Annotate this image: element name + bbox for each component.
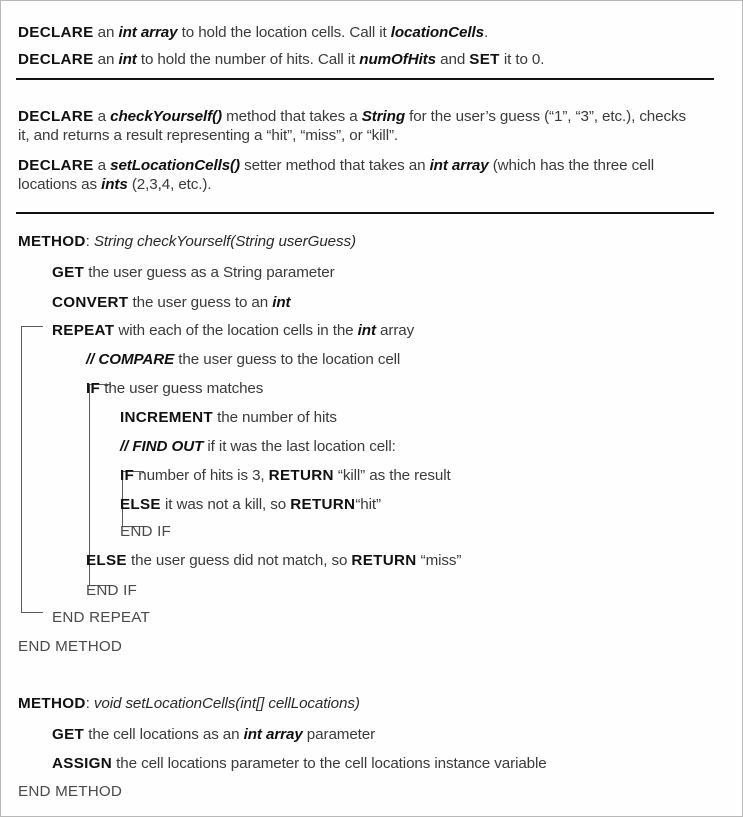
pseudocode-line-declare-num-of-hits — [18, 50, 544, 69]
token-plain: a — [93, 157, 111, 174]
token-plain: : — [85, 233, 94, 250]
repeat-loop-bracket — [21, 326, 43, 613]
token-plain: method that takes a — [222, 108, 362, 125]
token-kw: CONVERT — [52, 294, 129, 311]
token-plain: to hold the number of hits. Call it — [136, 51, 360, 68]
pseudocode-line-end-method-check-yourself — [18, 637, 122, 656]
pseudocode-line-declare-check-yourself — [18, 107, 690, 145]
token-kw: ELSE — [120, 496, 161, 513]
token-plain: the user guess to an — [128, 294, 273, 311]
token-plain: if it was the last location cell: — [203, 438, 396, 455]
pseudocode-line-end-if-inner — [120, 522, 171, 541]
pseudocode-line-if-hits-is-three — [120, 466, 451, 485]
token-plain: “kill” as the result — [333, 467, 451, 484]
token-kw: RETURN — [351, 552, 417, 569]
token-kw: INCREMENT — [120, 409, 213, 426]
token-kw: METHOD — [18, 233, 86, 250]
pseudocode-line-declare-set-location-cells — [18, 156, 690, 194]
token-kw: DECLARE — [18, 157, 94, 174]
token-plain: to hold the location cells. Call it — [177, 24, 391, 41]
token-kwit: // COMPARE — [86, 351, 175, 368]
token-kw: GET — [52, 264, 85, 281]
token-kw: IF — [120, 467, 135, 484]
token-kw: ELSE — [86, 552, 127, 569]
token-endkw: END METHOD — [18, 638, 123, 655]
token-plain: “miss” — [416, 552, 462, 569]
token-plain: a — [93, 108, 111, 125]
token-plain: the user guess matches — [100, 380, 264, 397]
pseudocode-line-method-set-location-cells — [18, 694, 360, 713]
token-plain: parameter — [302, 726, 376, 743]
pseudocode-line-convert-user-guess — [52, 293, 291, 312]
pseudocode-line-end-method-set-location-cells — [18, 782, 122, 801]
token-plain: “hit” — [355, 496, 381, 513]
token-kwit: numOfHits — [359, 51, 436, 68]
token-kwit: int array — [429, 157, 489, 174]
pseudocode-line-comment-find-out — [120, 437, 396, 456]
token-kwit: // FIND OUT — [120, 438, 204, 455]
token-kwit: int — [272, 294, 291, 311]
token-kw: RETURN — [290, 496, 356, 513]
token-plain: and — [436, 51, 470, 68]
token-kw: DECLARE — [18, 108, 94, 125]
token-plain: : — [85, 695, 94, 712]
token-kw: REPEAT — [52, 322, 115, 339]
token-kwit: int — [118, 51, 137, 68]
token-plain: an — [93, 51, 119, 68]
token-kw: SET — [469, 51, 500, 68]
token-kwit: ints — [101, 176, 128, 193]
token-plain: array — [375, 322, 415, 339]
token-kwit: int array — [118, 24, 178, 41]
pseudocode-line-else-return-miss — [86, 551, 461, 570]
rule-after-method-declarations — [16, 212, 714, 214]
pseudocode-line-repeat-location-cells — [52, 321, 414, 340]
rule-after-instance-variables — [16, 78, 714, 80]
pseudocode-line-method-check-yourself — [18, 232, 356, 251]
token-kw: RETURN — [268, 467, 334, 484]
token-plain: an — [93, 24, 119, 41]
token-plain: the user guess as a String parameter — [84, 264, 335, 281]
token-endkw: END REPEAT — [52, 609, 150, 626]
token-plain: number of hits is 3, — [134, 467, 269, 484]
pseudocode-line-assign-cell-locations — [52, 754, 547, 773]
token-kwit: locationCells — [390, 24, 484, 41]
token-plain: for the user’s guess (“1”, “3”, etc.), checks it, and returns a result representing a “hit”, “miss”, or “kill”. — [18, 108, 686, 144]
pseudocode-line-end-repeat — [52, 608, 150, 627]
token-plain: . — [484, 24, 489, 41]
token-plain: with each of the location cells in the — [114, 322, 358, 339]
token-plain: (which has the three cell locations as — [18, 157, 654, 193]
pseudocode-line-declare-location-cells — [18, 23, 488, 42]
token-plain: the user guess did not match, so — [126, 552, 352, 569]
pseudocode-line-else-return-hit — [120, 495, 381, 514]
token-plain: the cell locations parameter to the cell locations instance variable — [112, 755, 547, 772]
pseudocode-line-increment-hits — [120, 408, 337, 427]
token-endkw: END IF — [120, 523, 171, 540]
token-endkw: END IF — [86, 582, 137, 599]
pseudocode-line-comment-compare — [86, 350, 400, 369]
token-plain: (2,3,4, etc.). — [127, 176, 212, 193]
token-plain: it was not a kill, so — [160, 496, 291, 513]
pseudocode-line-end-if-outer — [86, 581, 137, 600]
token-kwit: String — [361, 108, 406, 125]
pseudocode-listing — [1, 1, 743, 817]
token-plain: the cell locations as an — [84, 726, 244, 743]
token-kwit: setLocationCells() — [110, 157, 240, 174]
token-plain: the user guess to the location cell — [174, 351, 401, 368]
token-kw: METHOD — [18, 695, 86, 712]
token-kw: GET — [52, 726, 85, 743]
token-kwit: int array — [243, 726, 303, 743]
token-plain: the number of hits — [212, 409, 337, 426]
token-plain: it to 0. — [499, 51, 545, 68]
token-it: String checkYourself(String userGuess) — [93, 233, 356, 250]
token-it: void setLocationCells(int[] cellLocations) — [93, 695, 360, 712]
pseudocode-line-if-user-guess-matches — [86, 379, 263, 398]
token-kwit: checkYourself() — [110, 108, 222, 125]
token-plain: setter method that takes an — [239, 157, 430, 174]
token-endkw: END METHOD — [18, 783, 123, 800]
pseudocode-line-get-cell-locations — [52, 725, 375, 744]
token-kw: IF — [86, 380, 101, 397]
token-kw: DECLARE — [18, 24, 94, 41]
pseudocode-line-get-user-guess — [52, 263, 335, 282]
token-kwit: int — [357, 322, 376, 339]
token-kw: ASSIGN — [52, 755, 113, 772]
token-kw: DECLARE — [18, 51, 94, 68]
